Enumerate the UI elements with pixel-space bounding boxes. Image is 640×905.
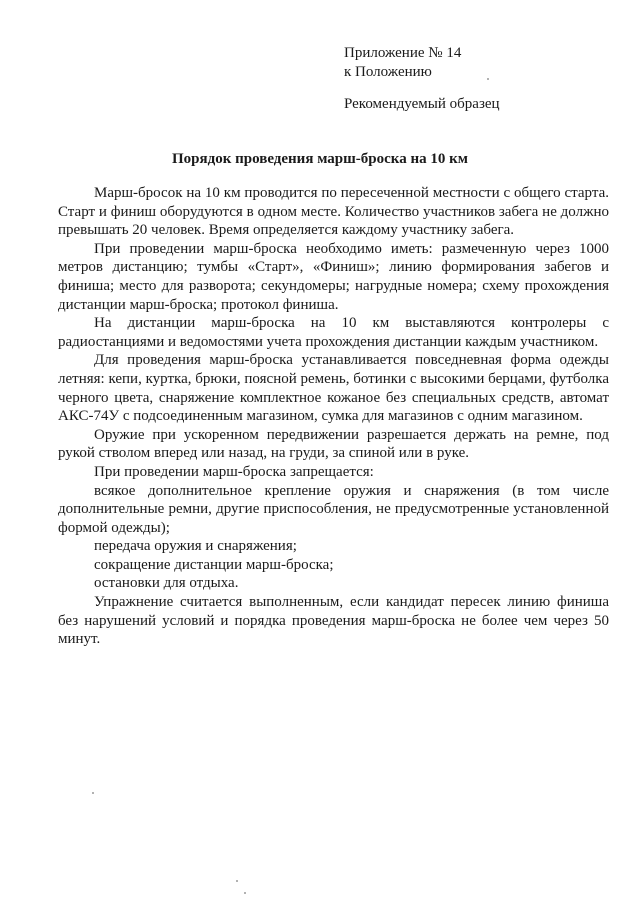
scan-speck xyxy=(236,880,238,882)
document-body xyxy=(58,184,609,649)
recommended-sample-label: Рекомендуемый образец xyxy=(344,96,500,112)
paragraph-start-rules: Марш-бросок на 10 км проводится по пересеченной местности с общего старта. Старт и финиш оборудуются в одном месте. Количество участников забега не должно превышать 20 человек. Время определяется каждому участнику забега. xyxy=(58,185,609,239)
paragraph-equipment: При проведении марш-броска необходимо иметь: размеченную через 1000 метров дистанцию; тумбы «Старт», «Финиш»; линию формирования забегов и финиша; место для разворота; секундомеры; нагрудные номера; схему прохождения дистанции марш-броска; протокол финиша. xyxy=(58,240,609,313)
paragraph-uniform: Для проведения марш-броска устанавливается повседневная форма одежды летняя: кепи, куртка, брюки, поясной ремень, ботинки с высокими берцами, футболка черного цвета, снаряжение комплектное кожаное без специальных средств, автомат АКС-74У с подсоединенным магазином, сумка для магазинов с одним магазином. xyxy=(58,352,609,425)
appendix-number: Приложение № 14 xyxy=(344,45,462,61)
scan-speck xyxy=(487,78,489,80)
document-title: Порядок проведения марш-броска на 10 км xyxy=(172,151,468,167)
prohibited-item: сокращение дистанции марш-броска; xyxy=(94,556,334,573)
appendix-reference: к Положению xyxy=(344,64,432,80)
scan-speck xyxy=(244,892,246,894)
prohibited-item: всякое дополнительное крепление оружия и снаряжения (в том числе дополнительные ремни, другие приспособления, не предусмотренные установленной формой одежды); xyxy=(58,482,609,536)
scan-speck xyxy=(92,792,94,794)
paragraph-controllers: На дистанции марш-броска на 10 км выставляются контролеры с радиостанциями и ведомостями учета прохождения дистанции каждым участником. xyxy=(58,315,609,350)
appendix-header xyxy=(344,44,624,82)
paragraph-weapon-carry: Оружие при ускоренном передвижении разрешается держать на ремне, под рукой стволом вперед или назад, на груди, за спиной или в руке. xyxy=(58,426,609,462)
prohibited-item: передача оружия и снаряжения; xyxy=(94,538,297,555)
paragraph-conclusion: Упражнение считается выполненным, если кандидат пересек линию финиша без нарушений условий и порядка проведения марш-броска не более чем через 50 минут. xyxy=(58,594,609,648)
prohibited-item: остановки для отдыха. xyxy=(94,575,239,592)
paragraph-prohibited-intro: При проведении марш-броска запрещается: xyxy=(94,463,374,480)
